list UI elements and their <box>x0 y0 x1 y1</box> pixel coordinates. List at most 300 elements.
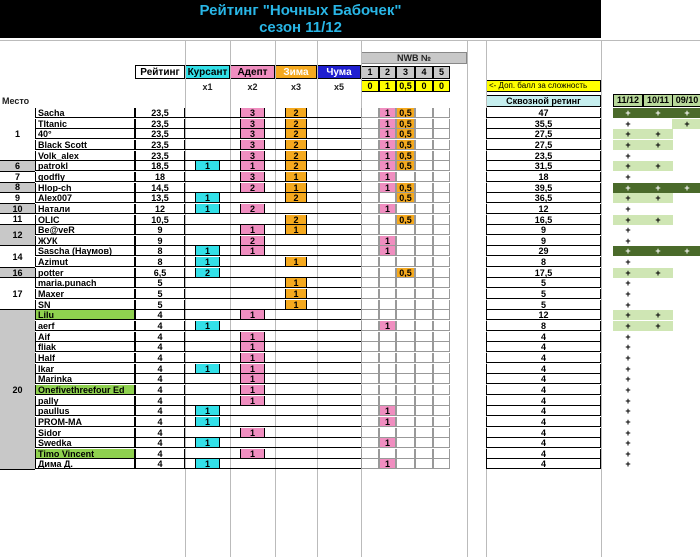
category-k-cell <box>185 396 230 406</box>
nwb-cell-4 <box>433 449 450 459</box>
category-a-cell <box>230 140 275 150</box>
category-a-cell <box>230 183 275 193</box>
nwb-cell-2: 0,5 <box>396 108 415 118</box>
player-name: Half <box>35 353 135 363</box>
category-k-cell <box>185 204 230 214</box>
place-cell: 20 <box>0 310 35 470</box>
nwb-cell-0 <box>361 151 379 161</box>
category-a-cell <box>230 215 275 225</box>
category-a-value: 1 <box>240 353 265 362</box>
category-a-cell <box>230 385 275 395</box>
category-k-value: 1 <box>195 204 220 213</box>
player-name: Ikar <box>35 364 135 374</box>
category-z-value: 1 <box>285 278 307 287</box>
season-mark-1: + <box>643 246 673 256</box>
category-k-cell <box>185 246 230 256</box>
player-rating: 18 <box>135 172 185 182</box>
season-mark-1: + <box>643 193 673 203</box>
nwb-cell-2 <box>396 300 415 310</box>
category-z-cell <box>275 385 317 395</box>
category-header-0: Курсант <box>185 65 230 79</box>
through-rating-value: 8 <box>486 257 601 267</box>
nwb-cell-3 <box>415 140 433 150</box>
nwb-cell-1 <box>379 332 396 342</box>
nwb-cell-0 <box>361 161 379 171</box>
season-mark-2: + <box>672 119 700 129</box>
through-rating-value: 4 <box>486 385 601 395</box>
player-name: Maxer <box>35 289 135 299</box>
player-name: Be@veR <box>35 225 135 235</box>
nwb-cell-0 <box>361 332 379 342</box>
category-c-cell <box>317 396 361 406</box>
nwb-cell-2: 0,5 <box>396 215 415 225</box>
player-name: OLIC <box>35 215 135 225</box>
nwb-cell-3 <box>415 310 433 320</box>
nwb-cell-4 <box>433 342 450 352</box>
through-rating-value: 9 <box>486 236 601 246</box>
nwb-cell-4 <box>433 108 450 118</box>
nwb-cell-2: 0,5 <box>396 183 415 193</box>
category-z-cell <box>275 225 317 235</box>
through-rating-value: 23,5 <box>486 151 601 161</box>
category-c-cell <box>317 289 361 299</box>
nwb-cell-3 <box>415 108 433 118</box>
nwb-cell-3 <box>415 278 433 288</box>
season-mark-1 <box>643 204 673 214</box>
table-row <box>0 332 700 342</box>
player-name: fliak <box>35 342 135 352</box>
nwb-cell-0 <box>361 353 379 363</box>
category-a-value: 3 <box>240 129 265 138</box>
player-rating: 12 <box>135 204 185 214</box>
table-row <box>0 246 700 256</box>
player-rating: 6,5 <box>135 268 185 278</box>
nwb-cell-1: 1 <box>379 204 396 214</box>
player-name: godfly <box>35 172 135 182</box>
season-mark-1 <box>643 225 673 235</box>
category-z-cell <box>275 449 317 459</box>
category-k-cell <box>185 151 230 161</box>
category-z-cell <box>275 246 317 256</box>
category-c-cell <box>317 300 361 310</box>
category-c-cell <box>317 332 361 342</box>
through-rating-value: 4 <box>486 438 601 448</box>
season-mark-2 <box>672 406 700 416</box>
category-z-value: 2 <box>285 193 307 202</box>
nwb-cell-3 <box>415 289 433 299</box>
category-z-cell <box>275 257 317 267</box>
category-c-cell <box>317 108 361 118</box>
player-name: ЖУК <box>35 236 135 246</box>
season-mark-0: + <box>613 140 643 150</box>
nwb-cell-0 <box>361 310 379 320</box>
nwb-cell-0 <box>361 385 379 395</box>
nwb-cell-0 <box>361 289 379 299</box>
season-mark-2 <box>672 459 700 469</box>
nwb-cell-0 <box>361 342 379 352</box>
category-c-cell <box>317 268 361 278</box>
nwb-cell-0 <box>361 321 379 331</box>
nwb-cell-2 <box>396 204 415 214</box>
category-c-cell <box>317 310 361 320</box>
nwb-cell-4 <box>433 236 450 246</box>
season-mark-2 <box>672 151 700 161</box>
nwb-cell-4 <box>433 310 450 320</box>
category-a-value: 1 <box>240 374 265 383</box>
player-name: 40° <box>35 129 135 139</box>
through-rating-value: 4 <box>486 396 601 406</box>
category-z-cell <box>275 278 317 288</box>
title-line-2: сезон 11/12 <box>259 19 342 36</box>
category-c-cell <box>317 374 361 384</box>
player-name: aerf <box>35 321 135 331</box>
nwb-cell-3 <box>415 172 433 182</box>
nwb-cell-0 <box>361 193 379 203</box>
nwb-header-label: NWB № <box>396 53 432 63</box>
category-z-cell <box>275 215 317 225</box>
season-mark-0: + <box>625 171 631 182</box>
place-cell: 12 <box>0 225 35 246</box>
nwb-cell-2 <box>396 246 415 256</box>
season-mark-1: + <box>643 129 673 139</box>
player-name: Onefivethreefour Ed <box>35 385 135 395</box>
nwb-cell-2 <box>396 353 415 363</box>
season-mark-1 <box>643 364 673 374</box>
nwb-cell-1: 1 <box>379 119 396 129</box>
category-a-cell <box>230 321 275 331</box>
nwb-cell-1 <box>379 310 396 320</box>
season-mark-2 <box>672 225 700 235</box>
place-cell: 6 <box>0 161 35 172</box>
category-c-cell <box>317 183 361 193</box>
category-z-cell <box>275 353 317 363</box>
category-a-cell <box>230 204 275 214</box>
grid-line-h0 <box>0 40 700 41</box>
table-row <box>0 268 700 278</box>
nwb-cell-3 <box>415 332 433 342</box>
nwb-cell-3 <box>415 268 433 278</box>
category-a-value: 1 <box>240 342 265 351</box>
category-k-cell <box>185 428 230 438</box>
category-k-cell <box>185 278 230 288</box>
category-header-1: Адепт <box>230 65 275 79</box>
category-z-cell <box>275 321 317 331</box>
nwb-cell-1 <box>379 289 396 299</box>
title-line-1: Рейтинг "Ночных Бабочек" <box>199 2 402 19</box>
nwb-cell-4 <box>433 396 450 406</box>
season-mark-0: + <box>613 246 643 256</box>
category-z-value: 2 <box>285 119 307 128</box>
table-row <box>0 119 700 129</box>
category-z-cell <box>275 204 317 214</box>
nwb-cell-1 <box>379 225 396 235</box>
nwb-cell-3 <box>415 161 433 171</box>
season-mark-1: + <box>643 108 673 118</box>
nwb-cell-3 <box>415 257 433 267</box>
nwb-cell-0 <box>361 449 379 459</box>
category-z-value: 1 <box>285 183 307 192</box>
player-rating: 4 <box>135 364 185 374</box>
category-a-value: 3 <box>240 172 265 181</box>
category-z-cell <box>275 364 317 374</box>
category-z-cell <box>275 417 317 427</box>
category-k-cell <box>185 215 230 225</box>
season-mark-2 <box>672 140 700 150</box>
nwb-bonus-0: 0 <box>361 80 379 92</box>
table-row <box>0 438 700 448</box>
category-k-cell <box>185 374 230 384</box>
season-mark-2 <box>672 257 700 267</box>
through-rating-value: 4 <box>486 353 601 363</box>
through-rating-header: Сквозной ретинг <box>486 95 601 107</box>
category-a-cell <box>230 332 275 342</box>
nwb-cell-1: 1 <box>379 406 396 416</box>
category-z-cell <box>275 151 317 161</box>
nwb-cell-3 <box>415 406 433 416</box>
category-c-cell <box>317 385 361 395</box>
season-mark-2 <box>672 342 700 352</box>
category-a-value: 2 <box>240 204 265 213</box>
category-a-value: 1 <box>240 225 265 234</box>
season-mark-2 <box>672 374 700 384</box>
page-title <box>0 0 601 38</box>
table-row <box>0 129 700 139</box>
player-rating: 4 <box>135 310 185 320</box>
category-z-cell <box>275 161 317 171</box>
nwb-cell-2 <box>396 310 415 320</box>
season-mark-2 <box>672 417 700 427</box>
table-row <box>0 225 700 235</box>
category-k-cell <box>185 406 230 416</box>
category-k-cell <box>185 353 230 363</box>
through-rating-value: 29 <box>486 246 601 256</box>
category-k-value: 1 <box>195 161 220 170</box>
category-multiplier-2: x3 <box>290 82 301 92</box>
season-mark-0: + <box>625 235 631 246</box>
season-mark-0: + <box>613 108 643 118</box>
category-a-cell <box>230 459 275 469</box>
season-mark-1 <box>643 257 673 267</box>
category-c-cell <box>317 129 361 139</box>
season-mark-2 <box>672 353 700 363</box>
through-rating-value: 4 <box>486 374 601 384</box>
category-a-cell <box>230 353 275 363</box>
nwb-cell-0 <box>361 428 379 438</box>
season-mark-1: + <box>643 321 673 331</box>
nwb-bonus-3: 0 <box>415 80 433 92</box>
season-mark-0: + <box>625 118 631 129</box>
season-mark-2 <box>672 300 700 310</box>
season-mark-0: + <box>613 193 643 203</box>
nwb-cell-3 <box>415 151 433 161</box>
through-rating-value: 9 <box>486 225 601 235</box>
nwb-cell-2 <box>396 321 415 331</box>
season-mark-1: + <box>643 268 673 278</box>
nwb-cell-4 <box>433 161 450 171</box>
season-mark-0: + <box>625 257 631 268</box>
category-a-value: 1 <box>240 428 265 437</box>
category-z-value: 2 <box>285 108 307 117</box>
season-mark-1 <box>643 417 673 427</box>
season-mark-0: + <box>613 129 643 139</box>
nwb-cell-2: 0,5 <box>396 119 415 129</box>
category-c-cell <box>317 321 361 331</box>
nwb-cell-2: 0,5 <box>396 193 415 203</box>
nwb-cell-0 <box>361 268 379 278</box>
season-mark-1 <box>643 151 673 161</box>
table-row <box>0 385 700 395</box>
season-mark-0: + <box>625 416 631 427</box>
nwb-number-2: 3 <box>396 66 415 79</box>
category-z-cell <box>275 289 317 299</box>
nwb-cell-4 <box>433 193 450 203</box>
nwb-cell-1: 1 <box>379 108 396 118</box>
nwb-cell-3 <box>415 428 433 438</box>
table-row <box>0 289 700 299</box>
category-k-cell <box>185 129 230 139</box>
nwb-cell-4 <box>433 364 450 374</box>
category-k-cell <box>185 140 230 150</box>
category-a-cell <box>230 289 275 299</box>
category-k-cell <box>185 459 230 469</box>
season-mark-0: + <box>613 161 643 171</box>
category-a-cell <box>230 129 275 139</box>
category-c-cell <box>317 438 361 448</box>
category-a-value: 1 <box>240 246 265 255</box>
place-cell: 7 <box>0 172 35 183</box>
category-c-cell <box>317 236 361 246</box>
category-k-cell <box>185 332 230 342</box>
nwb-cell-4 <box>433 321 450 331</box>
category-a-cell <box>230 108 275 118</box>
nwb-cell-4 <box>433 278 450 288</box>
season-mark-2 <box>672 236 700 246</box>
category-k-cell <box>185 438 230 448</box>
category-k-cell <box>185 119 230 129</box>
nwb-cell-1: 1 <box>379 183 396 193</box>
through-rating-value: 39,5 <box>486 183 601 193</box>
category-a-cell <box>230 364 275 374</box>
player-rating: 4 <box>135 353 185 363</box>
season-mark-2: + <box>672 246 700 256</box>
category-z-cell <box>275 428 317 438</box>
category-z-cell <box>275 236 317 246</box>
nwb-cell-3 <box>415 321 433 331</box>
nwb-cell-0 <box>361 278 379 288</box>
table-row <box>0 278 700 288</box>
category-z-cell <box>275 268 317 278</box>
season-mark-0: + <box>625 406 631 417</box>
table-row <box>0 321 700 331</box>
nwb-cell-0 <box>361 183 379 193</box>
nwb-cell-4 <box>433 385 450 395</box>
season-mark-0: + <box>625 459 631 470</box>
through-rating-value: 36,5 <box>486 193 601 203</box>
table-row <box>0 310 700 320</box>
category-a-value: 1 <box>240 449 265 458</box>
nwb-cell-2 <box>396 385 415 395</box>
category-c-cell <box>317 151 361 161</box>
season-mark-0: + <box>613 310 643 320</box>
through-rating-value: 5 <box>486 289 601 299</box>
table-row <box>0 193 700 203</box>
player-rating: 4 <box>135 374 185 384</box>
table-row <box>0 300 700 310</box>
nwb-cell-2 <box>396 278 415 288</box>
nwb-cell-4 <box>433 140 450 150</box>
player-rating: 23,5 <box>135 119 185 129</box>
place-cell: 10 <box>0 204 35 215</box>
season-mark-1 <box>643 236 673 246</box>
table-row <box>0 151 700 161</box>
season-mark-1 <box>643 374 673 384</box>
table-row <box>0 236 700 246</box>
season-mark-2 <box>672 428 700 438</box>
nwb-cell-4 <box>433 129 450 139</box>
nwb-cell-3 <box>415 193 433 203</box>
nwb-cell-1 <box>379 428 396 438</box>
season-mark-2 <box>672 449 700 459</box>
season-mark-0: + <box>625 150 631 161</box>
category-k-value: 1 <box>195 438 220 447</box>
category-header-3: Чума <box>317 65 361 79</box>
player-rating: 5 <box>135 289 185 299</box>
through-rating-value: 35,5 <box>486 119 601 129</box>
season-mark-2: + <box>672 108 700 118</box>
nwb-cell-4 <box>433 406 450 416</box>
category-a-cell <box>230 161 275 171</box>
season-mark-1 <box>643 449 673 459</box>
category-z-cell <box>275 172 317 182</box>
nwb-cell-4 <box>433 300 450 310</box>
season-mark-1 <box>643 289 673 299</box>
season-mark-0: + <box>625 384 631 395</box>
category-z-value: 2 <box>285 215 307 224</box>
season-mark-0: + <box>625 331 631 342</box>
category-k-value: 1 <box>195 193 220 202</box>
player-name: Volk_alex <box>35 151 135 161</box>
nwb-cell-0 <box>361 204 379 214</box>
category-c-cell <box>317 353 361 363</box>
through-rating-value: 31,5 <box>486 161 601 171</box>
category-a-value: 3 <box>240 151 265 160</box>
nwb-cell-4 <box>433 183 450 193</box>
player-name: Hlop-ch <box>35 183 135 193</box>
nwb-cell-3 <box>415 204 433 214</box>
table-row <box>0 342 700 352</box>
season-mark-0: + <box>625 448 631 459</box>
player-name: Sascha (Наумов) <box>35 246 135 256</box>
through-rating-value: 5 <box>486 278 601 288</box>
category-c-cell <box>317 193 361 203</box>
place-cell: 14 <box>0 246 35 267</box>
nwb-cell-1 <box>379 215 396 225</box>
category-a-value: 1 <box>240 364 265 373</box>
category-c-cell <box>317 161 361 171</box>
player-rating: 4 <box>135 438 185 448</box>
season-header-2: 09/10 <box>672 94 700 107</box>
category-k-cell <box>185 183 230 193</box>
category-z-cell <box>275 438 317 448</box>
category-a-value: 3 <box>240 140 265 149</box>
season-mark-0: + <box>625 363 631 374</box>
category-z-value: 1 <box>285 257 307 266</box>
season-mark-1 <box>643 172 673 182</box>
category-k-cell <box>185 257 230 267</box>
player-rating: 4 <box>135 321 185 331</box>
nwb-cell-1: 1 <box>379 140 396 150</box>
table-row <box>0 364 700 374</box>
